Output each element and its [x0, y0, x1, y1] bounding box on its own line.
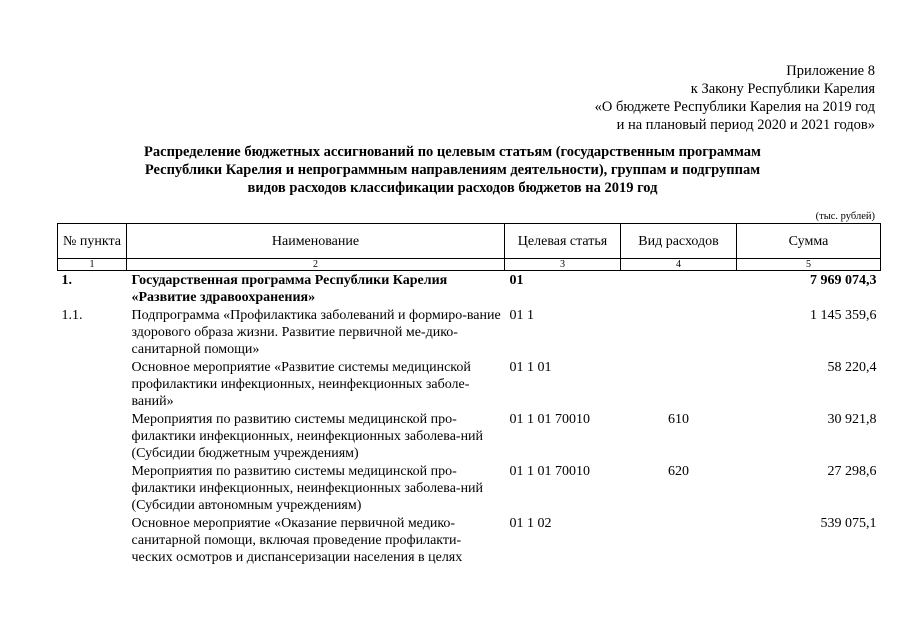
column-index-row — [58, 259, 881, 271]
appendix-line: Приложение 8 — [786, 63, 875, 79]
row-code: 01 — [509, 273, 524, 288]
appendix-note — [595, 62, 875, 134]
row-sum: 7 969 074,3 — [810, 273, 877, 288]
row-code: 01 1 02 — [509, 516, 552, 531]
column-index: 1 — [58, 259, 127, 271]
column-index: 2 — [127, 259, 505, 271]
row-num: 1.1. — [61, 308, 83, 323]
table-row — [58, 271, 881, 307]
appendix-line: и на плановый период 2020 и 2021 годов» — [616, 117, 875, 133]
header-num: № пункта — [58, 224, 127, 259]
row-num — [58, 358, 127, 410]
column-index: 4 — [621, 259, 737, 271]
table-header-row — [58, 224, 881, 259]
row-name: Подпрограмма «Профилактика заболеваний и формиро-вание здорового образа жизни. Развитие первичной ме-дико-санитарной помощи» — [131, 308, 501, 357]
row-num — [58, 410, 127, 462]
budget-table — [57, 223, 881, 566]
title-line: Распределение бюджетных ассигнований по целевым статьям (государственным программам — [144, 144, 761, 160]
row-name: Мероприятия по развитию системы медицинской про-филактики инфекционных, неинфекционных заболева-ний (Субсидии бюджетным учреждениям) — [131, 412, 484, 461]
title-line: Республики Карелия и непрограммным направлениям деятельности), группам и подгруппам — [144, 162, 761, 178]
column-index: 5 — [737, 259, 881, 271]
row-vid — [621, 271, 737, 307]
table-row — [58, 462, 881, 514]
row-code: 01 1 01 — [509, 360, 552, 375]
row-name: Основное мероприятие «Развитие системы медицинской профилактики инфекционных, неинфекционных заболе-ваний» — [131, 360, 471, 409]
table-row — [58, 410, 881, 462]
row-sum: 27 298,6 — [827, 464, 877, 479]
appendix-line: «О бюджете Республики Карелия на 2019 год — [594, 99, 875, 115]
row-name: Основное мероприятие «Оказание первичной медико-санитарной помощи, включая проведение профилакти-ческих осмотров и диспансеризации населения в целях — [131, 516, 463, 565]
row-num — [58, 462, 127, 514]
table-row — [58, 358, 881, 410]
document-title — [60, 143, 845, 197]
row-sum: 58 220,4 — [827, 360, 877, 375]
header-sum: Сумма — [737, 224, 881, 259]
table-row — [58, 514, 881, 566]
row-num: 1. — [61, 273, 72, 288]
row-vid: 620 — [668, 464, 689, 479]
header-name: Наименование — [127, 224, 505, 259]
row-vid: 610 — [668, 412, 689, 427]
column-index: 3 — [505, 259, 621, 271]
header-vid: Вид расходов — [621, 224, 737, 259]
row-code: 01 1 01 70010 — [509, 412, 590, 427]
appendix-line: к Закону Республики Карелия — [690, 81, 875, 97]
row-sum: 539 075,1 — [820, 516, 877, 531]
row-num — [58, 514, 127, 566]
table-row — [58, 306, 881, 358]
row-vid — [621, 514, 737, 566]
header-code: Целевая статья — [505, 224, 621, 259]
row-sum: 30 921,8 — [827, 412, 877, 427]
units-label: (тыс. рублей) — [815, 211, 875, 222]
row-code: 01 1 01 70010 — [509, 464, 590, 479]
row-name: Государственная программа Республики Карелия «Развитие здравоохранения» — [131, 273, 448, 305]
row-vid — [621, 306, 737, 358]
row-sum: 1 145 359,6 — [810, 308, 877, 323]
row-code: 01 1 — [509, 308, 534, 323]
row-name: Мероприятия по развитию системы медицинской про-филактики инфекционных, неинфекционных заболева-ний (Субсидии автономным учреждениям) — [131, 464, 484, 513]
row-vid — [621, 358, 737, 410]
title-line: видов расходов классификации расходов бюджетов на 2019 год — [247, 180, 658, 196]
